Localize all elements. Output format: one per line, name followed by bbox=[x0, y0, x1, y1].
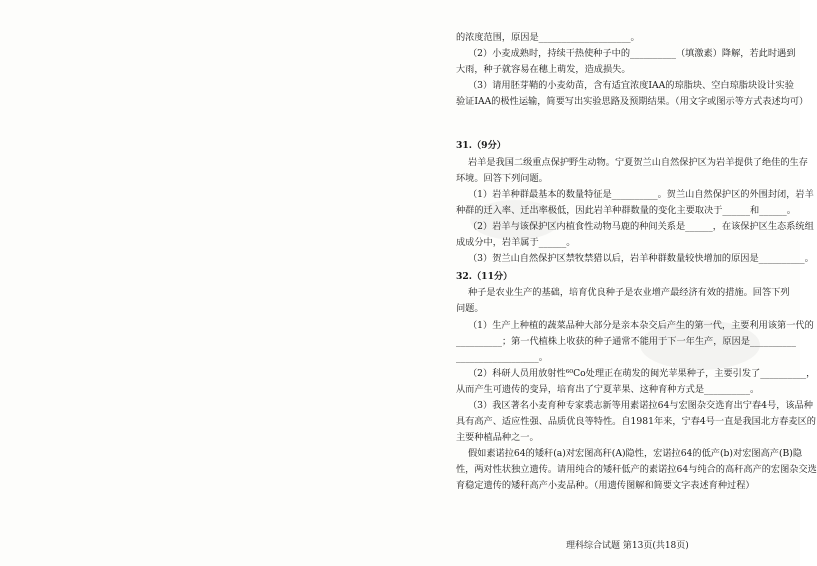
text-line: （2）岩羊与该保护区内植食性动物马鹿的种间关系是______，在该保护区生态系统组 bbox=[468, 220, 814, 232]
text-line: （1）生产上种植的蔬菜品种大部分是亲本杂交后产生的第一代，主要利用该第一代的 bbox=[468, 319, 814, 331]
text-line: 环境。回答下列问题。 bbox=[456, 172, 548, 184]
text-line: 具有高产、适应性强、品质优良等特性。自1981年来，宁春4号一直是我国北方春麦区的 bbox=[456, 416, 816, 428]
text-line: （2）科研人员用放射性⁶⁰Co处理正在萌发的闽光苹果种子，主要引发了__________， bbox=[468, 367, 816, 379]
text-line: 问题。 bbox=[456, 303, 484, 315]
text-line: 的浓度范围，原因是____________________。 bbox=[456, 32, 640, 43]
text-line: 成成分中，岩羊属于______。 bbox=[456, 237, 576, 249]
text-line: 从而产生可遗传的变异，培育出了宁夏苹果、这种育种方式是__________。 bbox=[456, 383, 760, 395]
text-line: __________________。 bbox=[456, 351, 548, 363]
text-line: 岩羊是我国二级重点保护野生动物。宁夏贺兰山自然保护区为岩羊提供了绝佳的生存 bbox=[468, 156, 808, 168]
text-line: （3）我区著名小麦育种专家裘志新等用素诺拉64与宏图杂交选育出宁春4号，该品种 bbox=[468, 399, 813, 411]
text-line: 验证IAA的极性运输，简要写出实验思路及预期结果。（用文字或图示等方式表述均可） bbox=[456, 96, 809, 108]
text-line: （3）贺兰山自然保护区禁牧禁猎以后，岩羊种群数量较快增加的原因是__________。 bbox=[468, 253, 814, 265]
text-line: 种群的迁入率、迁出率极低，因此岩羊种群数量的变化主要取决于______和______。 bbox=[456, 204, 796, 216]
text-line: （2）小麦成熟时，持续干热使种子中的__________（填激素）降解，若此时遇到 bbox=[468, 48, 796, 60]
text-line: 主要种植品种之一。 bbox=[456, 432, 539, 444]
question-32-header: 32.（11分） bbox=[456, 271, 513, 283]
text-line: 大雨，种子就容易在穗上萌发，造成损失。 bbox=[456, 64, 631, 76]
page-footer: 理科综合试题 第13页(共18页) bbox=[566, 541, 689, 551]
text-line: （3）请用胚芽鞘的小麦幼苗，含有适宜浓度IAA的琼脂块、空白琼脂块设计实验 bbox=[468, 80, 794, 92]
text-line: 性，两对性状独立遗传。请用纯合的矮秆低产的素诺拉64与纯合的高秆高产的宏图杂交选 bbox=[456, 464, 817, 476]
text-line: 种子是农业生产的基础，培育优良种子是农业增产最经济有效的措施。回答下列 bbox=[468, 287, 790, 299]
exam-text-column bbox=[456, 30, 817, 495]
text-line: 育稳定遗传的矮秆高产小麦品种。（用遗传图解和简要文字表述育种过程） bbox=[456, 480, 755, 492]
text-line: 假如素诺拉64的矮秆(a)对宏图高秆(A)隐性，宏诺拉64的低产(b)对宏图高产(B)隐 bbox=[468, 448, 803, 460]
text-line: （1）岩羊种群最基本的数量特征是__________。贺兰山自然保护区的外围封闭，岩羊 bbox=[468, 188, 814, 200]
question-31-header: 31.（9分） bbox=[456, 140, 506, 152]
text-line: __________；第一代植株上收获的种子通常不能用于下一年生产，原因是__________ bbox=[456, 335, 796, 347]
